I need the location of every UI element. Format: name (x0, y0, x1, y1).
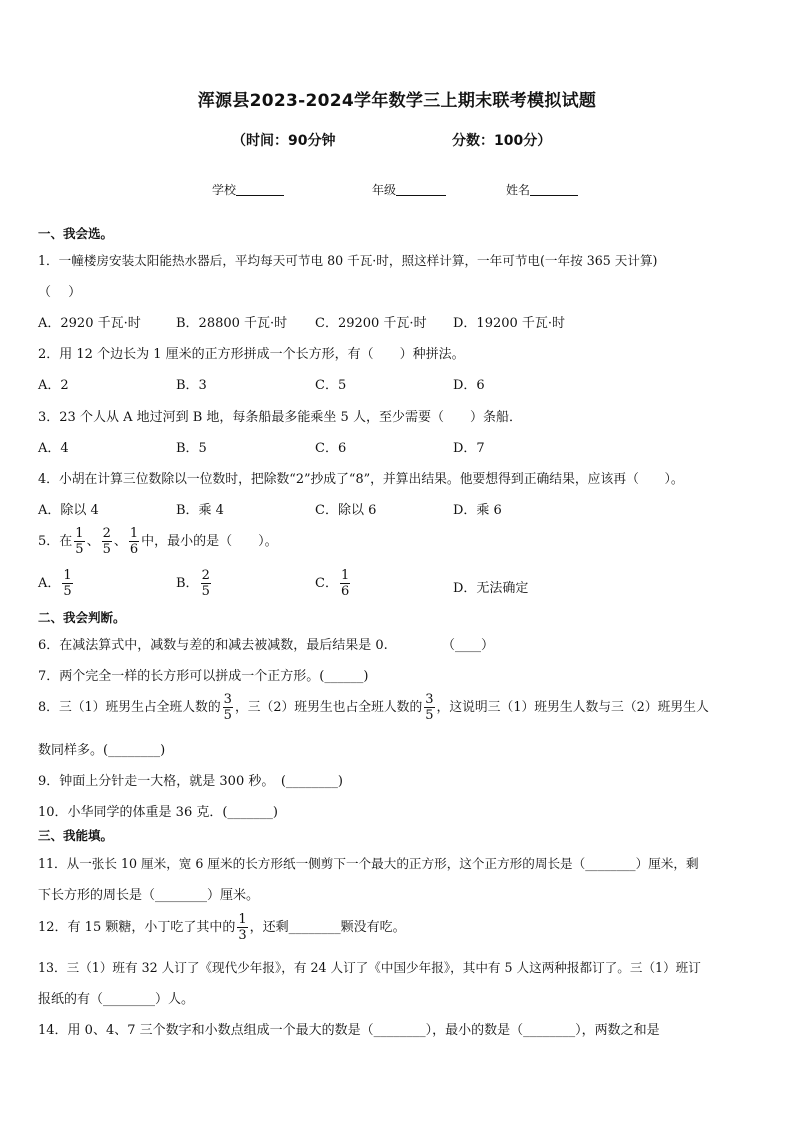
option-5c[interactable] (315, 568, 352, 599)
denominator: 6 (129, 542, 139, 557)
exam-time: （时间：90分钟 (232, 133, 336, 149)
option-1d[interactable]: D．19200 千瓦·时 (453, 316, 566, 331)
denominator: 5 (63, 584, 72, 599)
question-9: 9．钟面上分针走一大格，就是 300 秒。 (________) (38, 774, 343, 789)
numerator: 1 (75, 526, 84, 541)
name-blank[interactable] (530, 183, 578, 196)
denominator: 5 (102, 542, 111, 557)
option-3a[interactable]: A．4 (38, 441, 69, 456)
question-13-line2: 报纸的有（________）人。 (38, 992, 195, 1007)
page-title: 浑源县2023-2024学年数学三上期末联考模拟试题 (197, 91, 597, 111)
numerator: 2 (201, 568, 210, 583)
denominator: 3 (238, 928, 247, 943)
numerator: 1 (63, 568, 72, 583)
option-4c[interactable]: C．除以 6 (315, 503, 377, 518)
school-label: 学校 (212, 183, 237, 197)
question-11: 11．从一张长 10 厘米，宽 6 厘米的长方形纸一侧剪下一个最大的正方形，这个正方形的周长是（________）厘米，剩 (38, 856, 699, 871)
name-label: 姓名 (506, 183, 531, 197)
section-heading-choice: 一、我会选。 (38, 226, 114, 241)
option-1c[interactable]: C．29200 千瓦·时 (315, 316, 427, 331)
option-2d[interactable]: D．6 (453, 378, 485, 393)
fraction-one-third (237, 912, 247, 943)
question-3: 3．23 个人从 A 地过河到 B 地，每条船最多能乘坐 5 人，至少需要（ ）条船． (38, 410, 522, 425)
grade-label: 年级 (372, 183, 397, 197)
question-14: 14．用 0、4、7 三个数字和小数点组成一个最大的数是（________），最小的数是（________），两数之和是 (38, 1023, 660, 1038)
denominator: 6 (340, 584, 350, 599)
fraction-one-fifth (62, 568, 72, 599)
numerator: 3 (223, 692, 232, 707)
section-heading-judge: 二、我会判断。 (38, 610, 126, 625)
question-8-prefix: 8．三（1）班男生占全班人数的 (38, 700, 221, 715)
question-12 (38, 912, 406, 943)
question-8-suffix: ，这说明三（1）班男生人数与三（2）班男生人 (436, 700, 709, 715)
option-1a[interactable]: A．2920 千瓦·时 (38, 316, 141, 331)
option-4d[interactable]: D．乘 6 (453, 503, 502, 518)
fraction-one-fifth (74, 526, 84, 557)
question-4: 4．小胡在计算三位数除以一位数时，把除数“2”抄成了“8”，并算出结果。他要想得到正确结果，应该再（ ）。 (38, 472, 684, 487)
numerator: 3 (425, 692, 434, 707)
option-2b[interactable]: B．3 (176, 378, 207, 393)
denominator: 5 (223, 708, 232, 723)
option-1b[interactable]: B．28800 千瓦·时 (176, 316, 288, 331)
question-1: 1．一幢楼房安装太阳能热水器后，平均每天可节电 80 千瓦·时，照这样计算，一年可节电(一年按 365 天计算) (38, 253, 658, 268)
option-4a[interactable]: A．除以 4 (38, 503, 99, 518)
fraction-two-fifths (201, 568, 211, 599)
option-2c[interactable]: C．5 (315, 378, 347, 393)
option-3d[interactable]: D．7 (453, 441, 485, 456)
option-5d[interactable]: D．无法确定 (453, 581, 529, 596)
option-5a-label: A． (38, 576, 61, 591)
school-field (212, 181, 284, 198)
numerator: 1 (129, 526, 139, 541)
option-3b[interactable]: B．5 (176, 441, 207, 456)
separator: 、 (113, 534, 127, 549)
separator: 、 (86, 534, 100, 549)
question-5-suffix: 中，最小的是（ ）。 (141, 534, 278, 549)
fraction-three-fifths (223, 692, 233, 723)
question-8-line2: 数同样多。(________) (38, 743, 166, 758)
question-12-prefix: 12．有 15 颗糖，小丁吃了其中的 (38, 920, 236, 935)
question-1-paren: （ ） (38, 285, 82, 300)
denominator: 5 (425, 708, 434, 723)
option-5b[interactable] (176, 568, 213, 599)
numerator: 2 (102, 526, 111, 541)
fraction-one-sixth (340, 568, 350, 599)
section-heading-fill: 三、我能填。 (38, 828, 114, 843)
denominator: 5 (75, 542, 84, 557)
question-5 (38, 526, 278, 557)
question-2: 2．用 12 个边长为 1 厘米的正方形拼成一个长方形，有（ ）种拼法。 (38, 347, 465, 362)
grade-blank[interactable] (396, 183, 446, 196)
numerator: 1 (340, 568, 350, 583)
fraction-three-fifths (424, 692, 434, 723)
option-5b-label: B． (176, 576, 199, 591)
option-4b[interactable]: B．乘 4 (176, 503, 224, 518)
option-5c-label: C． (315, 576, 338, 591)
exam-score: 分数：100分） (452, 133, 552, 149)
question-7: 7．两个完全一样的长方形可以拼成一个正方形。(______) (38, 669, 369, 684)
name-field (506, 181, 578, 198)
question-6-answer-blank[interactable]: （____） (442, 638, 495, 653)
option-2a[interactable]: A．2 (38, 378, 69, 393)
grade-field (372, 181, 446, 198)
numerator: 1 (238, 912, 247, 927)
question-13: 13．三（1）班有 32 人订了《现代少年报》，有 24 人订了《中国少年报》，其中有 5 人这两种报都订了。三（1）班订 (38, 960, 701, 975)
denominator: 5 (201, 584, 210, 599)
question-8-middle: ，三（2）班男生也占全班人数的 (234, 700, 423, 715)
question-10: 10．小华同学的体重是 36 克．(_______) (38, 805, 278, 820)
question-5-prefix: 5．在 (38, 534, 73, 549)
question-8 (38, 692, 709, 723)
question-6: 6．在减法算式中，减数与差的和减去被减数，最后结果是 0. (38, 638, 388, 653)
question-11-line2: 下长方形的周长是（________）厘米。 (38, 888, 260, 903)
option-3c[interactable]: C．6 (315, 441, 347, 456)
school-blank[interactable] (236, 183, 284, 196)
question-12-suffix: ，还剩________颗没有吃。 (249, 920, 406, 935)
option-5a[interactable] (38, 568, 75, 599)
fraction-one-sixth (129, 526, 139, 557)
fraction-two-fifths (102, 526, 112, 557)
